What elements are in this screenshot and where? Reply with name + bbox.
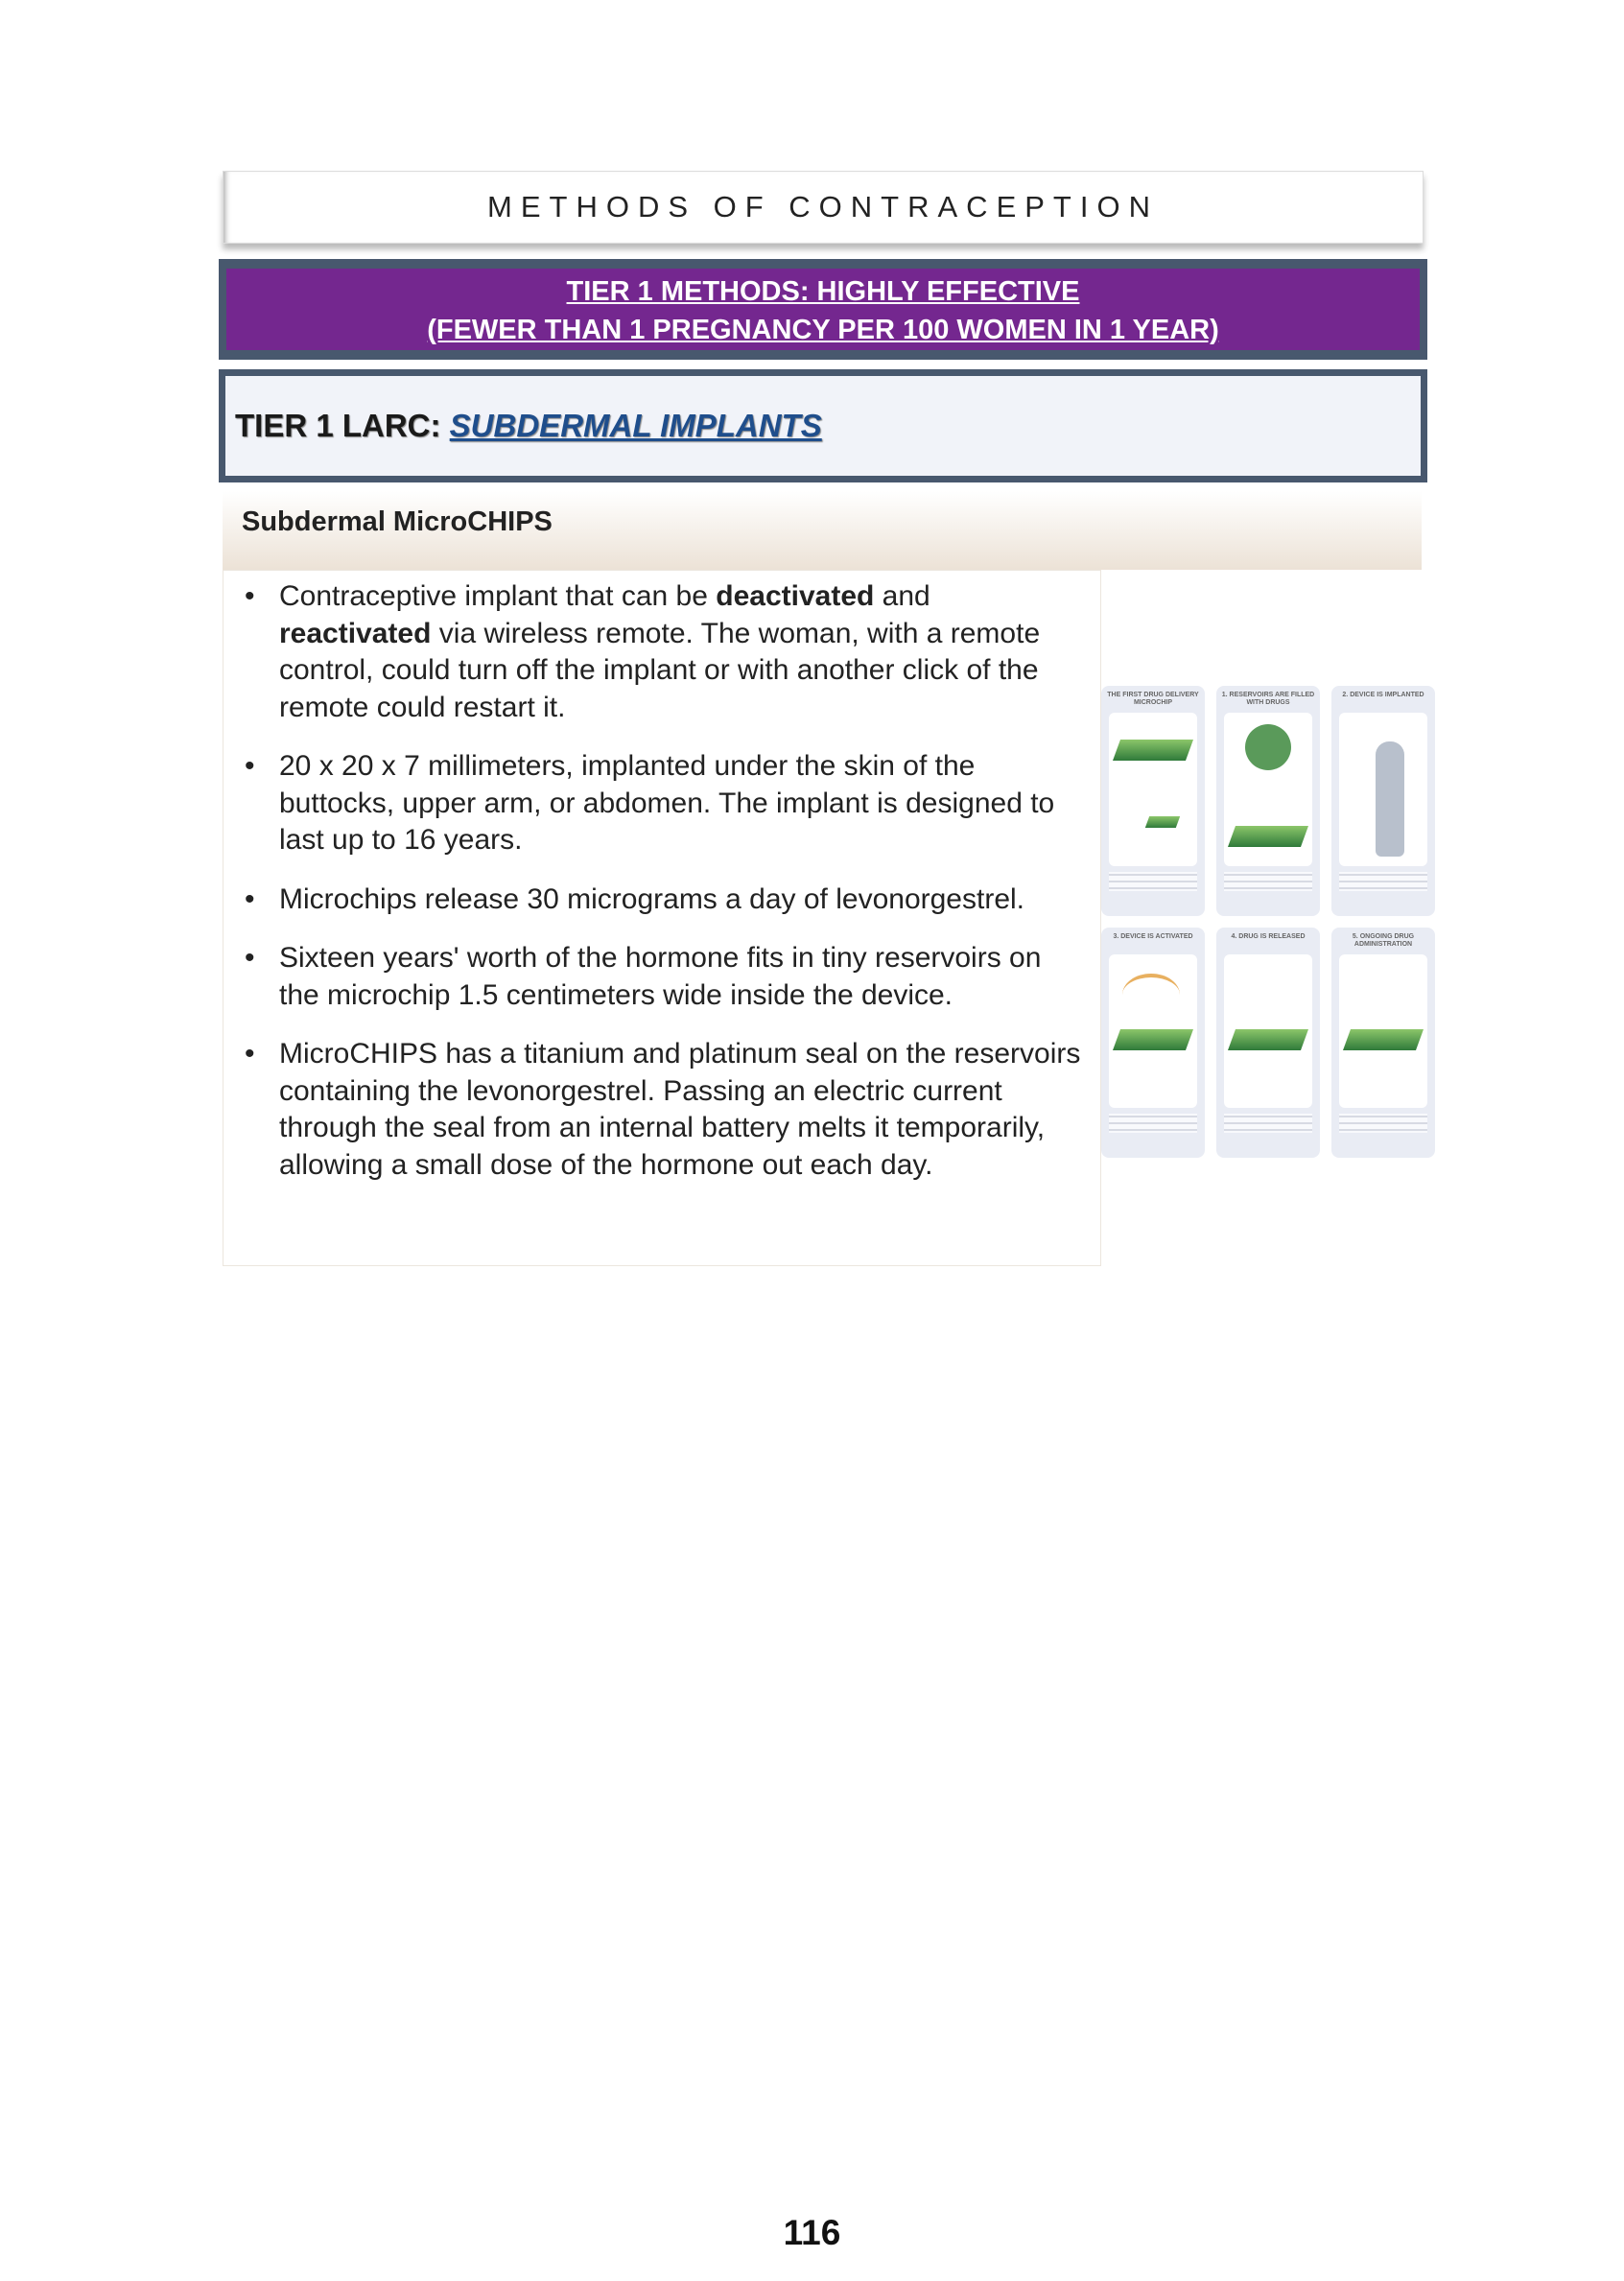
tier-subtitle: (FEWER THAN 1 PREGNANCY PER 100 WOMEN IN 1 YEAR) — [427, 315, 1219, 345]
bullet-list — [243, 578, 1087, 1206]
infographic-panel: THE FIRST DRUG DELIVERY MICROCHIP — [1101, 686, 1205, 916]
wireless-signal-icon — [1122, 974, 1180, 1016]
list-item: • 20 x 20 x 7 millimeters, implanted under the skin of the buttocks, upper arm, or abdomen. The implant is designed to last up to 16 years. — [243, 748, 1087, 859]
section-title: Subdermal MicroCHIPS — [242, 506, 553, 537]
larc-heading-box — [219, 369, 1427, 482]
infographic-panel: 2. DEVICE IS IMPLANTED — [1331, 686, 1435, 916]
list-item: • Microchips release 30 micrograms a day of levonorgestrel. — [243, 882, 1087, 919]
list-item: • Contraceptive implant that can be deactivated and reactivated via wireless remote. The woman, with a remote control, could turn off the implant or with another click of the remote could restart it. — [243, 578, 1087, 726]
tier-banner — [219, 259, 1427, 360]
list-item: • Sixteen years' worth of the hormone fits in tiny reservoirs on the microchip 1.5 centimeters wide inside the device. — [243, 940, 1087, 1014]
microchip-infographic — [1101, 686, 1445, 1161]
content-box — [223, 570, 1101, 1266]
list-item: • MicroCHIPS has a titanium and platinum seal on the reservoirs containing the levonorgestrel. Passing an electric current through the seal from an internal battery melts it temporarily, allowing a small dose of the hormone out each day. — [243, 1036, 1087, 1184]
infographic-panel: 1. RESERVOIRS ARE FILLED WITH DRUGS — [1216, 686, 1320, 916]
page-number: 116 — [783, 2213, 841, 2252]
tier-title: TIER 1 METHODS: HIGHLY EFFECTIVE — [566, 276, 1080, 307]
human-figure-icon — [1376, 741, 1404, 857]
subdermal-implants-link[interactable]: SUBDERMAL IMPLANTS — [449, 408, 822, 443]
larc-prefix: TIER 1 LARC: — [235, 408, 450, 443]
infographic-panel: 5. ONGOING DRUG ADMINISTRATION — [1331, 928, 1435, 1158]
infographic-panel: 4. DRUG IS RELEASED — [1216, 928, 1320, 1158]
section-header — [223, 491, 1422, 570]
header-title: METHODS OF CONTRACEPTION — [487, 190, 1159, 223]
infographic-panel: 3. DEVICE IS ACTIVATED — [1101, 928, 1205, 1158]
page-header — [223, 171, 1424, 244]
